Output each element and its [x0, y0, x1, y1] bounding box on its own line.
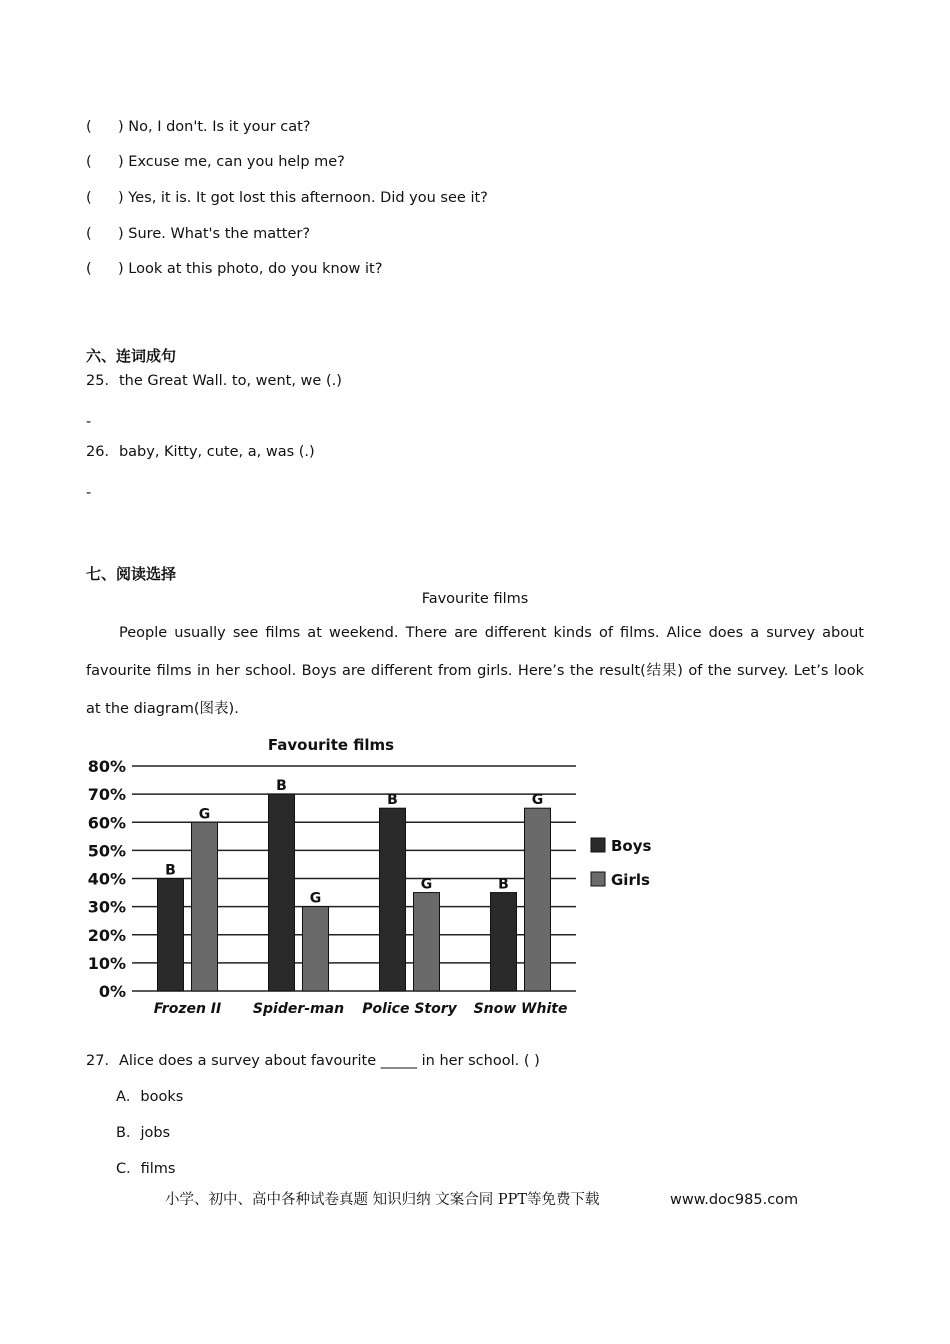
bar-data-label: G: [420, 876, 433, 893]
bar-girls: [192, 822, 218, 991]
dialogue-line: ( ) No, I don't. Is it your cat?: [86, 119, 311, 135]
answer-blank[interactable]: (: [86, 190, 92, 206]
footer-text: 小学、初中、高中各种试卷真题 知识归纳 文案合同 PPT等免费下载: [165, 1192, 600, 1208]
legend-label: Girls: [611, 871, 650, 889]
y-tick-label: 60%: [87, 813, 126, 833]
bar-data-label: B: [276, 778, 287, 795]
bar-data-label: G: [309, 890, 322, 907]
dialogue-line: ( ) Excuse me, can you help me?: [86, 154, 345, 170]
y-tick-label: 40%: [87, 869, 126, 889]
section-heading: 七、阅读选择: [86, 565, 177, 583]
x-tick-label: Police Story: [362, 1001, 457, 1017]
question-25: 25．the Great Wall. to, went, we (.): [86, 373, 342, 389]
bar-data-label: G: [198, 806, 211, 823]
y-tick-label: 30%: [87, 897, 126, 917]
question-26: 26．baby, Kitty, cute, a, was (.): [86, 444, 315, 460]
legend-swatch: [591, 872, 605, 886]
answer-blank[interactable]: (: [86, 226, 92, 242]
answer-blank[interactable]: (: [86, 154, 92, 170]
bar-data-label: B: [387, 792, 398, 809]
footer-site[interactable]: www.doc985.com: [670, 1192, 799, 1208]
bar-girls: [414, 893, 440, 991]
x-tick-label: Frozen II: [153, 1001, 222, 1017]
section-heading: 六、连词成句: [86, 347, 177, 365]
question-27: 27．Alice does a survey about favourite _____ in her school. ( ): [86, 1053, 540, 1069]
x-tick-label: Spider-man: [252, 1001, 345, 1017]
y-tick-label: 50%: [87, 841, 126, 861]
answer-line[interactable]: -: [86, 414, 92, 430]
option-a[interactable]: A．books: [116, 1089, 184, 1105]
legend-label: Boys: [611, 837, 652, 855]
x-tick-label: Snow White: [473, 1001, 568, 1017]
option-b[interactable]: B．jobs: [116, 1125, 171, 1141]
bar-boys: [269, 794, 295, 991]
answer-blank[interactable]: (: [86, 261, 92, 277]
bar-data-label: B: [165, 862, 176, 879]
passage-paragraph: People usually see films at weekend. There are different kinds of films. Alice does a survey about favourite films in her school. Boys are different from girls. Here’s the result(结果) of the survey. Let’s look at the diagram(图表).: [86, 625, 864, 717]
y-tick-label: 70%: [87, 785, 126, 805]
chart-title: Favourite films: [267, 736, 395, 754]
favourite-films-chart: [86, 728, 666, 1023]
answer-line[interactable]: -: [86, 485, 92, 501]
y-tick-label: 10%: [87, 953, 126, 973]
dialogue-line: ( ) Sure. What's the matter?: [86, 226, 311, 242]
passage-title: Favourite films: [421, 591, 529, 607]
bar-boys: [491, 893, 517, 991]
bar-chart: [86, 728, 666, 1027]
bar-girls: [525, 808, 551, 991]
dialogue-line: ( ) Look at this photo, do you know it?: [86, 261, 383, 277]
y-tick-label: 0%: [98, 982, 126, 1001]
bar-girls: [303, 907, 329, 991]
option-c[interactable]: C．films: [116, 1161, 176, 1177]
answer-blank[interactable]: (: [86, 119, 92, 135]
bar-boys: [380, 808, 406, 991]
y-tick-label: 20%: [87, 925, 126, 945]
legend-swatch: [591, 838, 605, 852]
dialogue-line: ( ) Yes, it is. It got lost this afternoon. Did you see it?: [86, 190, 488, 206]
bar-data-label: G: [531, 792, 544, 809]
y-tick-label: 80%: [87, 757, 126, 776]
bar-boys: [158, 879, 184, 992]
bar-data-label: B: [498, 876, 509, 893]
